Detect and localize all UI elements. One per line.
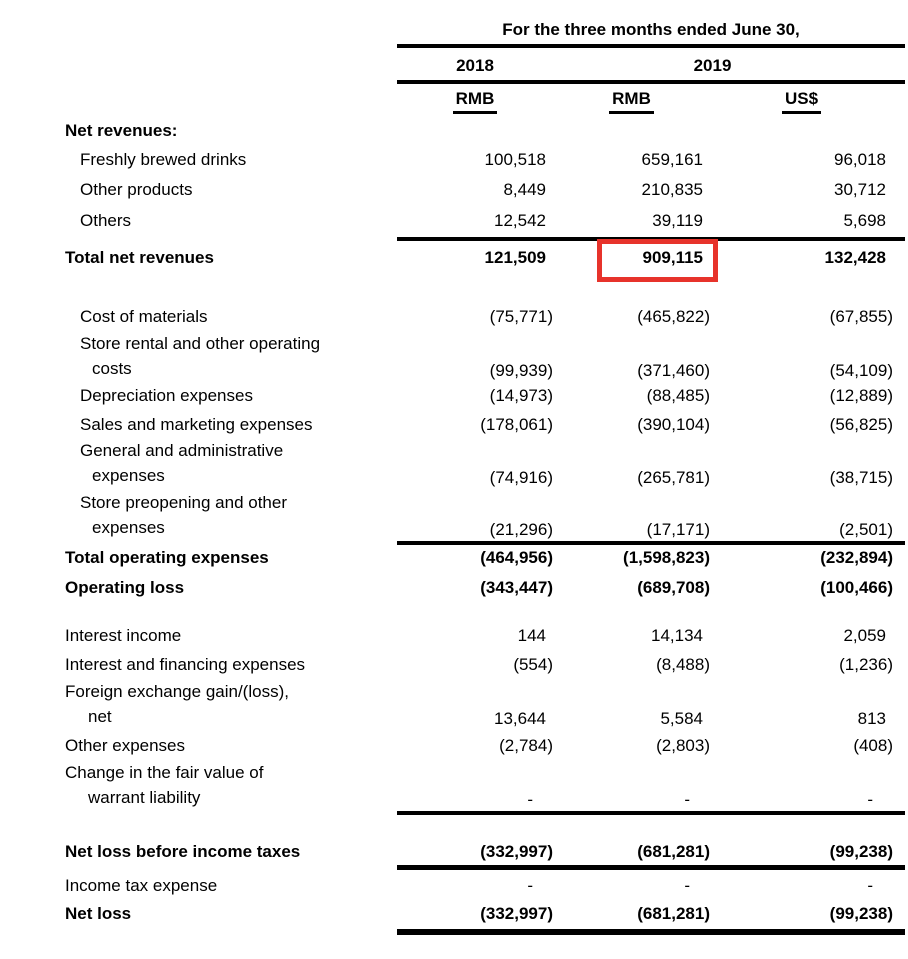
cell-2019-usd: - — [867, 876, 873, 895]
row-net-loss-before-taxes — [0, 838, 908, 870]
row-label-text: Net revenues: — [65, 121, 178, 140]
row-label-text: Store rental and other operating — [80, 334, 321, 353]
row-label — [0, 438, 397, 488]
section-gap — [0, 601, 908, 622]
row-store-preopening-expenses — [0, 490, 908, 545]
row-label-text: Other products — [80, 180, 193, 199]
cell-2018-rmb: (21,296) — [489, 520, 553, 539]
row-label — [0, 248, 397, 268]
year-2018-label: 2018 — [456, 56, 494, 75]
row-label-text: Interest and financing expenses — [65, 655, 306, 674]
row-label — [0, 736, 397, 756]
cell-2019-rmb: - — [684, 790, 690, 809]
cell-2019-rmb: (17,171) — [646, 520, 710, 539]
cell-2018-rmb: (464,956) — [480, 548, 553, 567]
cell-2019-rmb: (371,460) — [637, 361, 710, 380]
row-label — [0, 679, 397, 729]
row-label-text: Total net revenues — [65, 248, 214, 267]
table-header-currencies — [0, 84, 908, 118]
cell-2018-rmb: 13,644 — [494, 709, 546, 728]
cell-2019-rmb: (681,281) — [637, 904, 710, 923]
row-interest-financing-expenses — [0, 650, 908, 678]
cell-2019-usd: (408) — [853, 736, 893, 755]
table-header-years — [0, 48, 908, 84]
cell-2019-usd: (232,894) — [820, 548, 893, 567]
cell-2018-rmb: (332,997) — [480, 904, 553, 923]
currency-label: RMB — [453, 89, 498, 114]
row-change-fair-value-warrant — [0, 760, 908, 815]
period-title: For the three months ended June 30, — [502, 20, 800, 39]
row-label-text: Depreciation expenses — [80, 386, 253, 405]
cell-2018-rmb: (554) — [513, 655, 553, 674]
cell-2019-usd: (56,825) — [829, 415, 893, 434]
row-general-admin-expenses — [0, 438, 908, 490]
row-label — [0, 180, 397, 200]
cell-2019-usd: 2,059 — [843, 626, 886, 645]
cell-2018-rmb: 121,509 — [484, 248, 546, 267]
section-gap — [0, 287, 908, 303]
cell-2019-rmb: 210,835 — [641, 180, 703, 199]
row-total-operating-expenses — [0, 545, 908, 573]
cell-2019-rmb: (465,822) — [637, 307, 710, 326]
row-total-net-revenues — [0, 241, 908, 287]
cell-2018-rmb: (178,061) — [480, 415, 553, 434]
row-label-text: Others — [80, 211, 132, 230]
row-other-expenses — [0, 732, 908, 760]
row-label-text: Foreign exchange gain/(loss), — [65, 682, 289, 701]
cell-2019-usd: (12,889) — [829, 386, 893, 405]
row-label-text: Net loss before income taxes — [65, 842, 301, 861]
section-gap — [0, 815, 908, 838]
cell-2018-rmb: - — [527, 790, 533, 809]
cell-2019-rmb: (2,803) — [656, 736, 710, 755]
cell-2019-rmb: (689,708) — [637, 578, 710, 597]
cell-2019-rmb: (1,598,823) — [623, 548, 710, 567]
cell-2019-rmb: 659,161 — [641, 150, 703, 169]
cell-2019-usd: (54,109) — [829, 361, 893, 380]
cell-2019-rmb: (8,488) — [656, 655, 710, 674]
row-others — [0, 206, 908, 241]
cell-2018-rmb: - — [527, 876, 533, 895]
cell-2019-usd: - — [867, 790, 873, 809]
row-label — [0, 211, 397, 231]
row-label-text: Total operating expenses — [65, 548, 269, 567]
currency-header-2018-rmb — [397, 89, 553, 114]
row-label — [0, 150, 397, 170]
row-label-text: Other expenses — [65, 736, 186, 755]
row-label-text: Income tax expense — [65, 876, 218, 895]
row-operating-loss — [0, 573, 908, 601]
cell-2018-rmb: (75,771) — [489, 307, 553, 326]
cell-2019-rmb: (265,781) — [637, 468, 710, 487]
row-label-text: Operating loss — [65, 578, 185, 597]
cell-2019-usd: (2,501) — [839, 520, 893, 539]
cell-2018-rmb: 12,542 — [494, 211, 546, 230]
cell-2018-rmb: (14,973) — [489, 386, 553, 405]
row-sales-marketing-expenses — [0, 410, 908, 438]
currency-label: US$ — [782, 89, 821, 114]
cell-2018-rmb: (99,939) — [489, 361, 553, 380]
row-other-products — [0, 176, 908, 206]
row-label-text-line2: net — [88, 707, 112, 726]
cell-2019-usd: (67,855) — [829, 307, 893, 326]
row-label-text-line2: costs — [92, 359, 132, 378]
cell-2019-rmb: 5,584 — [660, 709, 703, 728]
row-net-revenues-header — [0, 118, 908, 146]
cell-2018-rmb: 8,449 — [503, 180, 546, 199]
row-store-rental-costs — [0, 331, 908, 383]
cell-2019-rmb: 39,119 — [652, 211, 703, 230]
cell-2018-rmb: (2,784) — [499, 736, 553, 755]
row-label — [0, 548, 397, 568]
cell-2019-usd: 96,018 — [834, 150, 886, 169]
row-label — [0, 331, 397, 381]
year-2019-label: 2019 — [693, 56, 732, 75]
currency-header-2019-rmb — [553, 89, 710, 114]
cell-2019-rmb: (390,104) — [637, 415, 710, 434]
row-freshly-brewed-drinks — [0, 146, 908, 176]
cell-2019-usd: (38,715) — [829, 468, 893, 487]
cell-2018-rmb: 100,518 — [484, 150, 546, 169]
cell-2018-rmb: (74,916) — [489, 468, 553, 487]
cell-2019-usd: 5,698 — [843, 211, 886, 230]
row-label-text-line2: expenses — [92, 518, 165, 537]
currency-label: RMB — [609, 89, 654, 114]
row-cost-of-materials — [0, 303, 908, 331]
row-net-loss — [0, 900, 908, 935]
cell-2019-usd: 132,428 — [824, 248, 886, 267]
cell-2018-rmb: 144 — [517, 626, 546, 645]
row-foreign-exchange-net — [0, 678, 908, 732]
row-label-text: Cost of materials — [80, 307, 208, 326]
currency-header-2019-usd — [710, 89, 893, 114]
table-header-period — [0, 0, 908, 48]
cell-2018-rmb: (343,447) — [480, 578, 553, 597]
row-label-text: Sales and marketing expenses — [80, 415, 313, 434]
row-label — [0, 842, 397, 862]
cell-2019-rmb: - — [684, 876, 690, 895]
row-label — [0, 490, 397, 540]
cell-2019-rmb-highlighted: 909,115 — [642, 248, 703, 267]
row-label — [0, 876, 397, 896]
row-label — [0, 307, 397, 327]
cell-2019-rmb: (681,281) — [637, 842, 710, 861]
row-label-text-line2: expenses — [92, 466, 165, 485]
row-label-text-line2: warrant liability — [88, 788, 201, 807]
row-label-text: Net loss — [65, 904, 132, 923]
cell-2019-usd: 813 — [857, 709, 886, 728]
row-interest-income — [0, 622, 908, 650]
cell-2019-usd: (1,236) — [839, 655, 893, 674]
row-label — [0, 415, 397, 435]
row-label — [0, 655, 397, 675]
row-depreciation-expenses — [0, 383, 908, 410]
row-label — [0, 121, 397, 141]
cell-2019-rmb: (88,485) — [646, 386, 710, 405]
cell-2019-usd: (99,238) — [829, 842, 893, 861]
row-label-text: Interest income — [65, 626, 182, 645]
row-label-text: General and administrative — [80, 441, 284, 460]
row-label-text: Freshly brewed drinks — [80, 150, 247, 169]
row-label — [0, 904, 397, 924]
row-income-tax-expense — [0, 870, 908, 900]
cell-2018-rmb: (332,997) — [480, 842, 553, 861]
cell-2019-rmb: 14,134 — [651, 626, 703, 645]
cell-2019-usd: (99,238) — [829, 904, 893, 923]
cell-2019-usd: (100,466) — [820, 578, 893, 597]
row-label — [0, 578, 397, 598]
row-label-text: Store preopening and other — [80, 493, 287, 512]
row-label — [0, 760, 397, 810]
cell-2019-usd: 30,712 — [834, 180, 886, 199]
row-label — [0, 386, 397, 406]
row-label — [0, 626, 397, 646]
row-label-text: Change in the fair value of — [65, 763, 264, 782]
